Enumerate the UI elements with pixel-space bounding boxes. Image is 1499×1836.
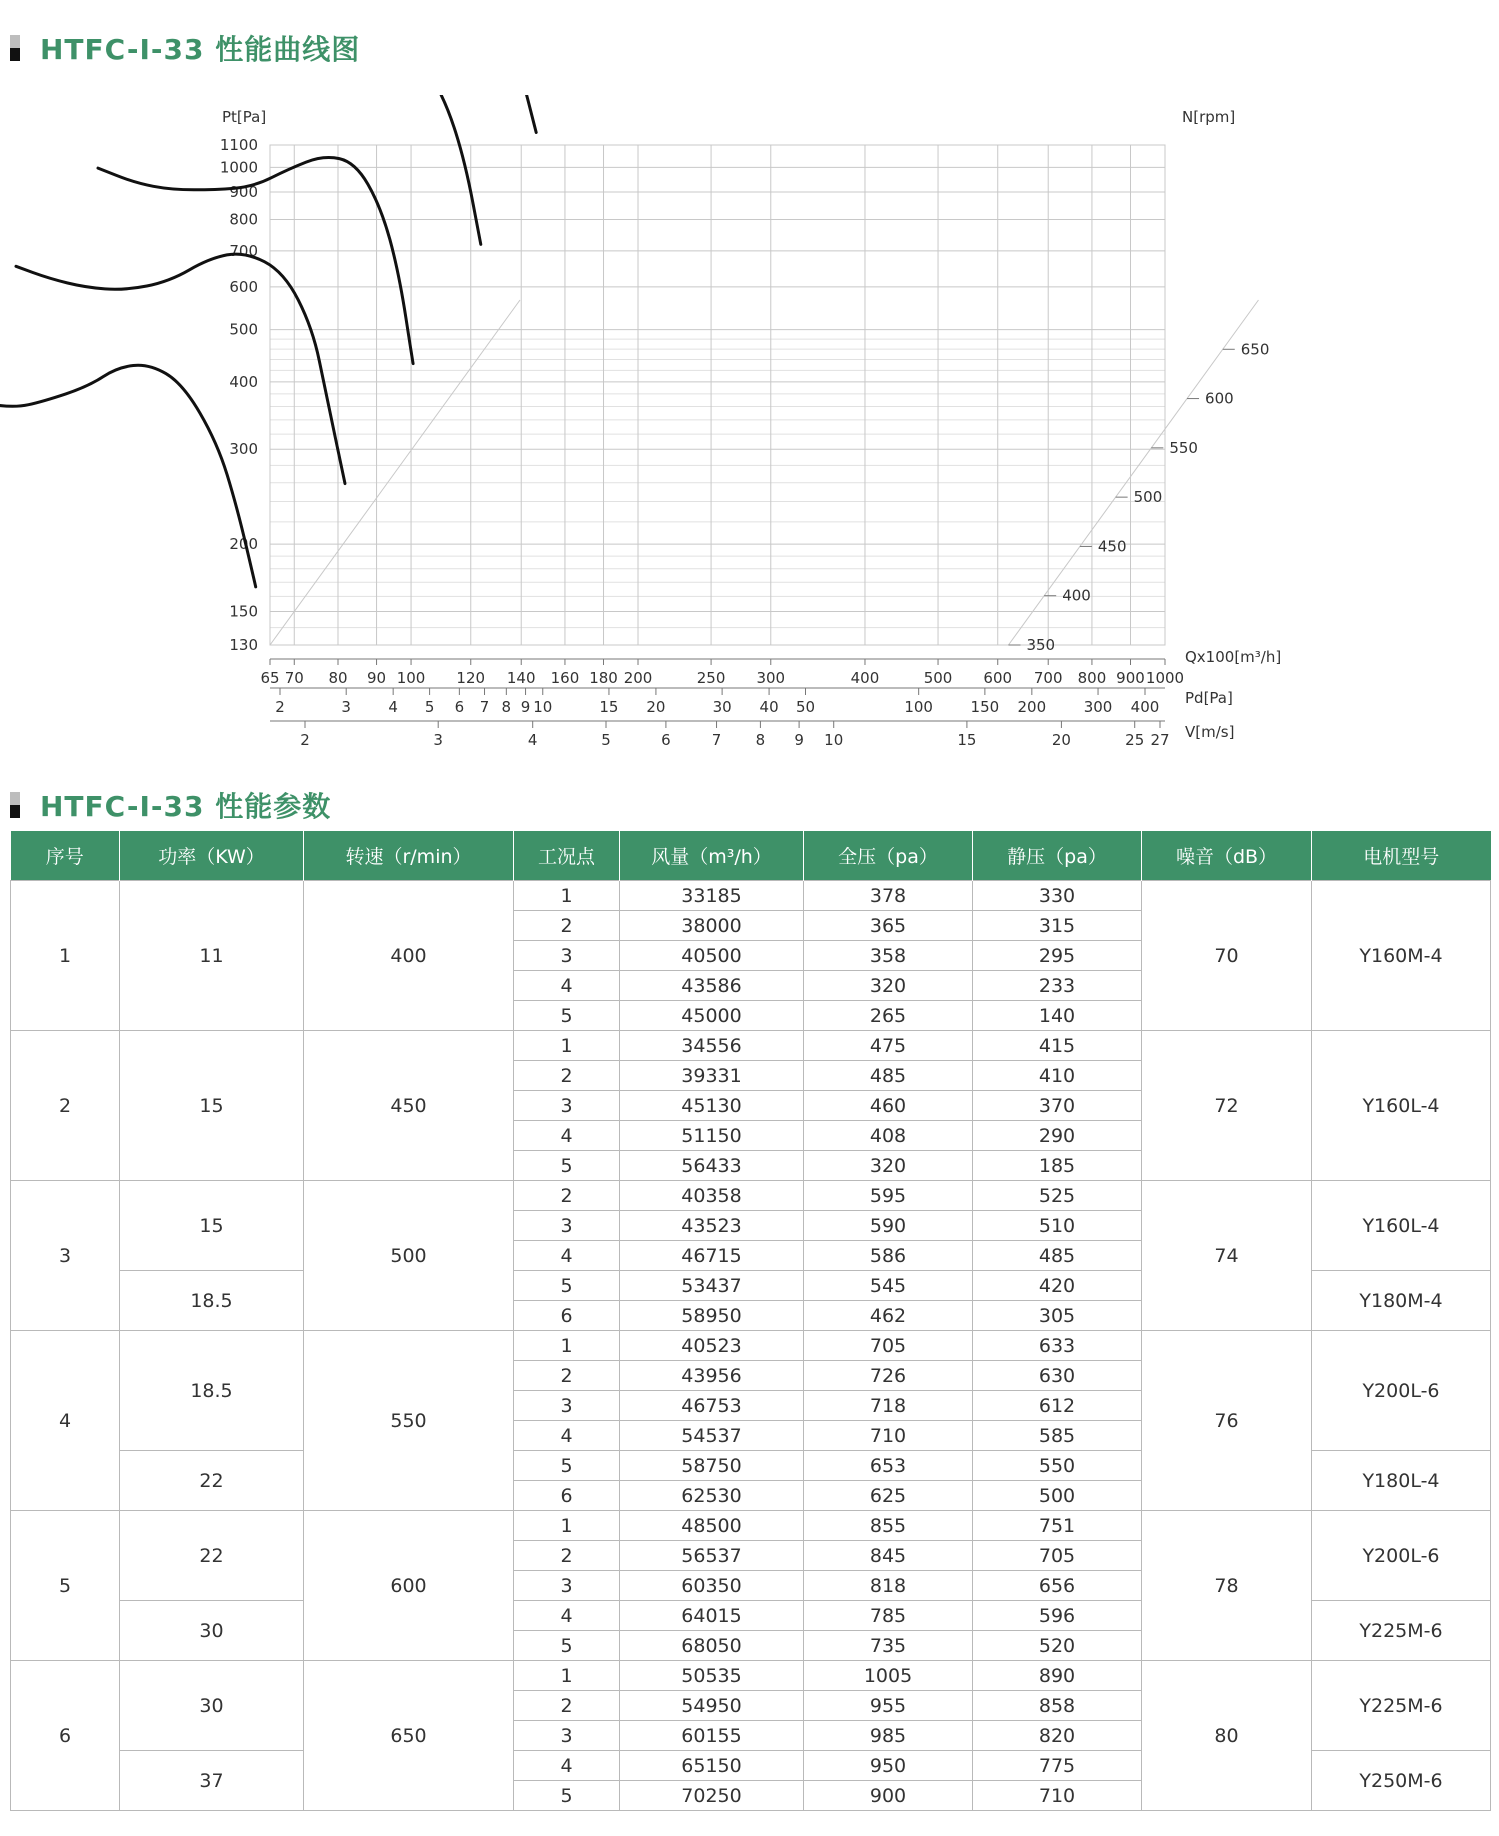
- y-tick-label: 150: [229, 602, 258, 621]
- total-pressure-cell: 955: [804, 1691, 973, 1721]
- total-pressure-cell: 855: [804, 1511, 973, 1541]
- noise-cell: 70: [1142, 881, 1312, 1031]
- operating-point-cell: 1: [514, 1331, 620, 1361]
- total-pressure-cell: 900: [804, 1781, 973, 1811]
- motor-model-cell: Y200L-6: [1312, 1331, 1491, 1451]
- v-tick-label: 10: [824, 731, 844, 749]
- airflow-cell: 48500: [620, 1511, 804, 1541]
- airflow-cell: 50535: [620, 1661, 804, 1691]
- total-pressure-cell: 586: [804, 1241, 973, 1271]
- airflow-cell: 68050: [620, 1631, 804, 1661]
- row-number-cell: 4: [11, 1331, 120, 1511]
- total-pressure-cell: 653: [804, 1451, 973, 1481]
- y-tick-label: 900: [229, 182, 258, 201]
- power-cell: 15: [120, 1181, 304, 1271]
- operating-point-cell: 5: [514, 1271, 620, 1301]
- operating-point-cell: 2: [514, 1061, 620, 1091]
- total-pressure-cell: 378: [804, 881, 973, 911]
- static-pressure-cell: 295: [973, 941, 1142, 971]
- table-header-row: [11, 831, 1491, 881]
- pd-tick-label: 8: [501, 698, 512, 716]
- pd-tick-label: 4: [388, 698, 398, 716]
- static-pressure-cell: 185: [973, 1151, 1142, 1181]
- operating-point-cell: 5: [514, 1151, 620, 1181]
- static-pressure-cell: 656: [973, 1571, 1142, 1601]
- operating-point-cell: 2: [514, 1691, 620, 1721]
- total-pressure-cell: 320: [804, 1151, 973, 1181]
- qx-tick-label: 1000: [1145, 669, 1185, 687]
- static-pressure-cell: 500: [973, 1481, 1142, 1511]
- static-pressure-cell: 520: [973, 1631, 1142, 1661]
- table-row: [11, 1331, 1491, 1361]
- chart-section-title: [10, 28, 360, 68]
- qx-tick-label: 80: [328, 669, 348, 687]
- operating-point-cell: 3: [514, 941, 620, 971]
- operating-point-cell: 3: [514, 1091, 620, 1121]
- v-tick-label: 8: [755, 731, 766, 749]
- total-pressure-cell: 365: [804, 911, 973, 941]
- total-pressure-cell: 358: [804, 941, 973, 971]
- total-pressure-cell: 545: [804, 1271, 973, 1301]
- operating-point-cell: 5: [514, 1631, 620, 1661]
- airflow-cell: 40500: [620, 941, 804, 971]
- noise-cell: 78: [1142, 1511, 1312, 1661]
- total-pressure-cell: 845: [804, 1541, 973, 1571]
- airflow-cell: 39331: [620, 1061, 804, 1091]
- operating-point-cell: 5: [514, 1451, 620, 1481]
- airflow-cell: 38000: [620, 911, 804, 941]
- static-pressure-cell: 370: [973, 1091, 1142, 1121]
- noise-cell: 72: [1142, 1031, 1312, 1181]
- static-pressure-cell: 525: [973, 1181, 1142, 1211]
- operating-point-cell: 6: [514, 1481, 620, 1511]
- static-pressure-cell: 775: [973, 1751, 1142, 1781]
- airflow-cell: 58750: [620, 1451, 804, 1481]
- airflow-cell: 70250: [620, 1781, 804, 1811]
- motor-model-cell: Y160L-4: [1312, 1181, 1491, 1271]
- operating-point-cell: 3: [514, 1721, 620, 1751]
- performance-chart: [0, 95, 1499, 760]
- depth-edge-left: [270, 300, 520, 645]
- static-pressure-cell: 890: [973, 1661, 1142, 1691]
- power-cell: 30: [120, 1661, 304, 1751]
- v-tick-label: 20: [1051, 731, 1071, 749]
- airflow-cell: 51150: [620, 1121, 804, 1151]
- total-pressure-cell: 726: [804, 1361, 973, 1391]
- operating-point-cell: 2: [514, 1541, 620, 1571]
- airflow-cell: 45000: [620, 1001, 804, 1031]
- operating-point-cell: 6: [514, 1301, 620, 1331]
- y-tick-label: 700: [229, 241, 258, 260]
- qx-tick-label: 65: [260, 669, 280, 687]
- pd-tick-label: 2: [275, 698, 285, 716]
- qx-tick-label: 900: [1116, 669, 1145, 687]
- airflow-cell: 33185: [620, 881, 804, 911]
- airflow-cell: 56433: [620, 1151, 804, 1181]
- qx-tick-label: 600: [983, 669, 1013, 687]
- speed-cell: 500: [304, 1181, 514, 1331]
- depth-edge-right: [1008, 300, 1258, 645]
- table-section-title: [10, 785, 331, 825]
- total-pressure-cell: 462: [804, 1301, 973, 1331]
- motor-model-cell: Y200L-6: [1312, 1511, 1491, 1601]
- operating-point-cell: 2: [514, 1361, 620, 1391]
- speed-cell: 450: [304, 1031, 514, 1181]
- total-pressure-cell: 265: [804, 1001, 973, 1031]
- v-tick-label: 9: [794, 731, 804, 749]
- operating-point-cell: 4: [514, 971, 620, 1001]
- pd-tick-label: 40: [759, 698, 779, 716]
- column-header: 风量（m³/h）: [620, 831, 804, 881]
- airflow-cell: 34556: [620, 1031, 804, 1061]
- airflow-cell: 40523: [620, 1331, 804, 1361]
- qx-tick-label: 160: [550, 669, 580, 687]
- v-tick-label: 4: [527, 731, 538, 749]
- speed-cell: 650: [304, 1661, 514, 1811]
- pd-tick-label: 15: [599, 698, 619, 716]
- pd-tick-label: 7: [479, 698, 490, 716]
- parameter-table: [10, 831, 1491, 1811]
- static-pressure-cell: 630: [973, 1361, 1142, 1391]
- rpm-tick-label: 450: [1097, 537, 1127, 556]
- operating-point-cell: 5: [514, 1001, 620, 1031]
- operating-point-cell: 4: [514, 1241, 620, 1271]
- static-pressure-cell: 140: [973, 1001, 1142, 1031]
- column-header: 全压（pa）: [804, 831, 973, 881]
- row-number-cell: 1: [11, 881, 120, 1031]
- total-pressure-cell: 985: [804, 1721, 973, 1751]
- motor-model-cell: Y180L-4: [1312, 1451, 1491, 1511]
- table-body: [11, 881, 1491, 1811]
- static-pressure-cell: 596: [973, 1601, 1142, 1631]
- operating-point-cell: 4: [514, 1601, 620, 1631]
- y-tick-label: 800: [229, 210, 258, 229]
- column-header: 工况点: [514, 831, 620, 881]
- qx-tick-label: 250: [696, 669, 726, 687]
- total-pressure-cell: 718: [804, 1391, 973, 1421]
- v-tick-label: 27: [1150, 731, 1170, 749]
- static-pressure-cell: 858: [973, 1691, 1142, 1721]
- pd-tick-label: 5: [424, 698, 435, 716]
- static-pressure-cell: 330: [973, 881, 1142, 911]
- airflow-cell: 54950: [620, 1691, 804, 1721]
- operating-point-cell: 1: [514, 881, 620, 911]
- total-pressure-cell: 785: [804, 1601, 973, 1631]
- performance-curve-600: [246, 95, 537, 133]
- pd-tick-label: 150: [970, 698, 1000, 716]
- total-pressure-cell: 1005: [804, 1661, 973, 1691]
- static-pressure-cell: 585: [973, 1421, 1142, 1451]
- total-pressure-cell: 485: [804, 1061, 973, 1091]
- total-pressure-cell: 735: [804, 1631, 973, 1661]
- v-axis-label: V[m/s]: [1185, 723, 1235, 741]
- rpm-tick-label: 550: [1169, 438, 1198, 457]
- airflow-cell: 46753: [620, 1391, 804, 1421]
- speed-cell: 400: [304, 881, 514, 1031]
- static-pressure-cell: 415: [973, 1031, 1142, 1061]
- rpm-tick-label: 650: [1240, 340, 1270, 359]
- row-number-cell: 6: [11, 1661, 120, 1811]
- motor-model-cell: Y180M-4: [1312, 1271, 1491, 1331]
- airflow-cell: 45130: [620, 1091, 804, 1121]
- airflow-cell: 54537: [620, 1421, 804, 1451]
- airflow-cell: 40358: [620, 1181, 804, 1211]
- v-tick-label: 7: [711, 731, 722, 749]
- static-pressure-cell: 233: [973, 971, 1142, 1001]
- y-tick-label: 400: [229, 372, 258, 391]
- v-tick-label: 3: [433, 731, 443, 749]
- operating-point-cell: 3: [514, 1211, 620, 1241]
- speed-cell: 600: [304, 1511, 514, 1661]
- power-cell: 18.5: [120, 1331, 304, 1451]
- static-pressure-cell: 751: [973, 1511, 1142, 1541]
- y-tick-label: 300: [229, 440, 258, 459]
- column-header: 序号: [11, 831, 120, 881]
- performance-curve-400: [0, 365, 256, 587]
- pd-tick-label: 50: [795, 698, 816, 716]
- power-cell: 11: [120, 881, 304, 1031]
- v-tick-label: 6: [661, 731, 671, 749]
- pd-tick-label: 20: [646, 698, 666, 716]
- y-tick-label: 600: [229, 277, 258, 296]
- qx-tick-label: 300: [756, 669, 786, 687]
- qx-tick-label: 70: [284, 669, 304, 687]
- total-pressure-cell: 710: [804, 1421, 973, 1451]
- total-pressure-cell: 460: [804, 1091, 973, 1121]
- qx-tick-label: 90: [367, 669, 387, 687]
- qx-tick-label: 200: [623, 669, 653, 687]
- rpm-tick-label: 350: [1026, 636, 1056, 654]
- row-number-cell: 5: [11, 1511, 120, 1661]
- static-pressure-cell: 420: [973, 1271, 1142, 1301]
- column-header: 转速（r/min）: [304, 831, 514, 881]
- rpm-tick-label: 500: [1133, 488, 1163, 507]
- airflow-cell: 60155: [620, 1721, 804, 1751]
- power-cell: 30: [120, 1601, 304, 1661]
- y-axis-label: Pt[Pa]: [222, 108, 267, 126]
- static-pressure-cell: 633: [973, 1331, 1142, 1361]
- y-tick-label: 200: [229, 535, 258, 554]
- power-cell: 15: [120, 1031, 304, 1181]
- airflow-cell: 43956: [620, 1361, 804, 1391]
- section-marker-icon: [10, 792, 20, 818]
- static-pressure-cell: 315: [973, 911, 1142, 941]
- table-row: [11, 1511, 1491, 1541]
- operating-point-cell: 4: [514, 1421, 620, 1451]
- airflow-cell: 62530: [620, 1481, 804, 1511]
- motor-model-cell: Y250M-6: [1312, 1751, 1491, 1811]
- table-row: [11, 1181, 1491, 1211]
- pd-tick-label: 6: [454, 698, 465, 716]
- qx-axis-label: Qx100[m³/h]: [1185, 648, 1282, 666]
- static-pressure-cell: 485: [973, 1241, 1142, 1271]
- speed-cell: 550: [304, 1331, 514, 1511]
- row-number-cell: 3: [11, 1181, 120, 1331]
- pd-axis-label: Pd[Pa]: [1185, 689, 1233, 707]
- operating-point-cell: 3: [514, 1391, 620, 1421]
- operating-point-cell: 4: [514, 1751, 620, 1781]
- y-tick-label: 500: [229, 320, 258, 339]
- airflow-cell: 58950: [620, 1301, 804, 1331]
- total-pressure-cell: 320: [804, 971, 973, 1001]
- total-pressure-cell: 590: [804, 1211, 973, 1241]
- qx-tick-label: 180: [589, 669, 618, 687]
- table-row: [11, 1661, 1491, 1691]
- airflow-cell: 46715: [620, 1241, 804, 1271]
- section-marker-icon: [10, 35, 20, 61]
- power-cell: 22: [120, 1451, 304, 1511]
- power-cell: 22: [120, 1511, 304, 1601]
- total-pressure-cell: 475: [804, 1031, 973, 1061]
- motor-model-cell: Y160L-4: [1312, 1031, 1491, 1181]
- static-pressure-cell: 290: [973, 1121, 1142, 1151]
- y-tick-label: 1000: [219, 158, 258, 177]
- pd-tick-label: 400: [1130, 698, 1160, 716]
- operating-point-cell: 2: [514, 1181, 620, 1211]
- column-header: 噪音（dB）: [1142, 831, 1312, 881]
- qx-tick-label: 120: [456, 669, 486, 687]
- qx-tick-label: 500: [923, 669, 953, 687]
- airflow-cell: 65150: [620, 1751, 804, 1781]
- operating-point-cell: 3: [514, 1571, 620, 1601]
- airflow-cell: 60350: [620, 1571, 804, 1601]
- y-tick-label: 130: [229, 636, 258, 654]
- pd-tick-label: 10: [533, 698, 553, 716]
- table-title: HTFC-I-33 性能参数: [40, 790, 332, 823]
- operating-point-cell: 1: [514, 1031, 620, 1061]
- total-pressure-cell: 705: [804, 1331, 973, 1361]
- table-row: [11, 881, 1491, 911]
- y-tick-label: 1100: [219, 136, 258, 154]
- total-pressure-cell: 818: [804, 1571, 973, 1601]
- total-pressure-cell: 625: [804, 1481, 973, 1511]
- qx-tick-label: 700: [1033, 669, 1063, 687]
- power-cell: 37: [120, 1751, 304, 1811]
- v-tick-label: 5: [601, 731, 611, 749]
- power-cell: 18.5: [120, 1271, 304, 1331]
- static-pressure-cell: 305: [973, 1301, 1142, 1331]
- v-tick-label: 2: [300, 731, 310, 749]
- static-pressure-cell: 705: [973, 1541, 1142, 1571]
- qx-tick-label: 400: [850, 669, 880, 687]
- airflow-cell: 64015: [620, 1601, 804, 1631]
- table-row: [11, 1031, 1491, 1061]
- pd-tick-label: 3: [341, 698, 351, 716]
- right-axis-label: N[rpm]: [1182, 108, 1236, 126]
- static-pressure-cell: 820: [973, 1721, 1142, 1751]
- airflow-cell: 43523: [620, 1211, 804, 1241]
- qx-tick-label: 140: [506, 669, 536, 687]
- airflow-cell: 53437: [620, 1271, 804, 1301]
- airflow-cell: 43586: [620, 971, 804, 1001]
- operating-point-cell: 2: [514, 911, 620, 941]
- chart-title: HTFC-I-33 性能曲线图: [40, 33, 361, 66]
- column-header: 电机型号: [1312, 831, 1491, 881]
- row-number-cell: 2: [11, 1031, 120, 1181]
- operating-point-cell: 1: [514, 1661, 620, 1691]
- motor-model-cell: Y160M-4: [1312, 881, 1491, 1031]
- v-tick-label: 25: [1125, 731, 1145, 749]
- column-header: 功率（KW）: [120, 831, 304, 881]
- total-pressure-cell: 950: [804, 1751, 973, 1781]
- column-header: 静压（pa）: [973, 831, 1142, 881]
- rpm-tick-label: 400: [1062, 586, 1091, 605]
- pd-tick-label: 300: [1083, 698, 1113, 716]
- static-pressure-cell: 550: [973, 1451, 1142, 1481]
- airflow-cell: 56537: [620, 1541, 804, 1571]
- total-pressure-cell: 408: [804, 1121, 973, 1151]
- rpm-tick-label: 600: [1205, 389, 1234, 408]
- qx-tick-label: 800: [1077, 669, 1107, 687]
- pd-tick-label: 9: [520, 698, 531, 716]
- qx-tick-label: 100: [396, 669, 426, 687]
- operating-point-cell: 1: [514, 1511, 620, 1541]
- pd-tick-label: 30: [712, 698, 732, 716]
- operating-point-cell: 4: [514, 1121, 620, 1151]
- operating-point-cell: 5: [514, 1781, 620, 1811]
- static-pressure-cell: 710: [973, 1781, 1142, 1811]
- noise-cell: 76: [1142, 1331, 1312, 1511]
- v-tick-label: 15: [957, 731, 977, 749]
- static-pressure-cell: 510: [973, 1211, 1142, 1241]
- noise-cell: 80: [1142, 1661, 1312, 1811]
- motor-model-cell: Y225M-6: [1312, 1661, 1491, 1751]
- pd-tick-label: 100: [904, 698, 933, 716]
- total-pressure-cell: 595: [804, 1181, 973, 1211]
- motor-model-cell: Y225M-6: [1312, 1601, 1491, 1661]
- pd-tick-label: 200: [1017, 698, 1047, 716]
- static-pressure-cell: 410: [973, 1061, 1142, 1091]
- noise-cell: 74: [1142, 1181, 1312, 1331]
- static-pressure-cell: 612: [973, 1391, 1142, 1421]
